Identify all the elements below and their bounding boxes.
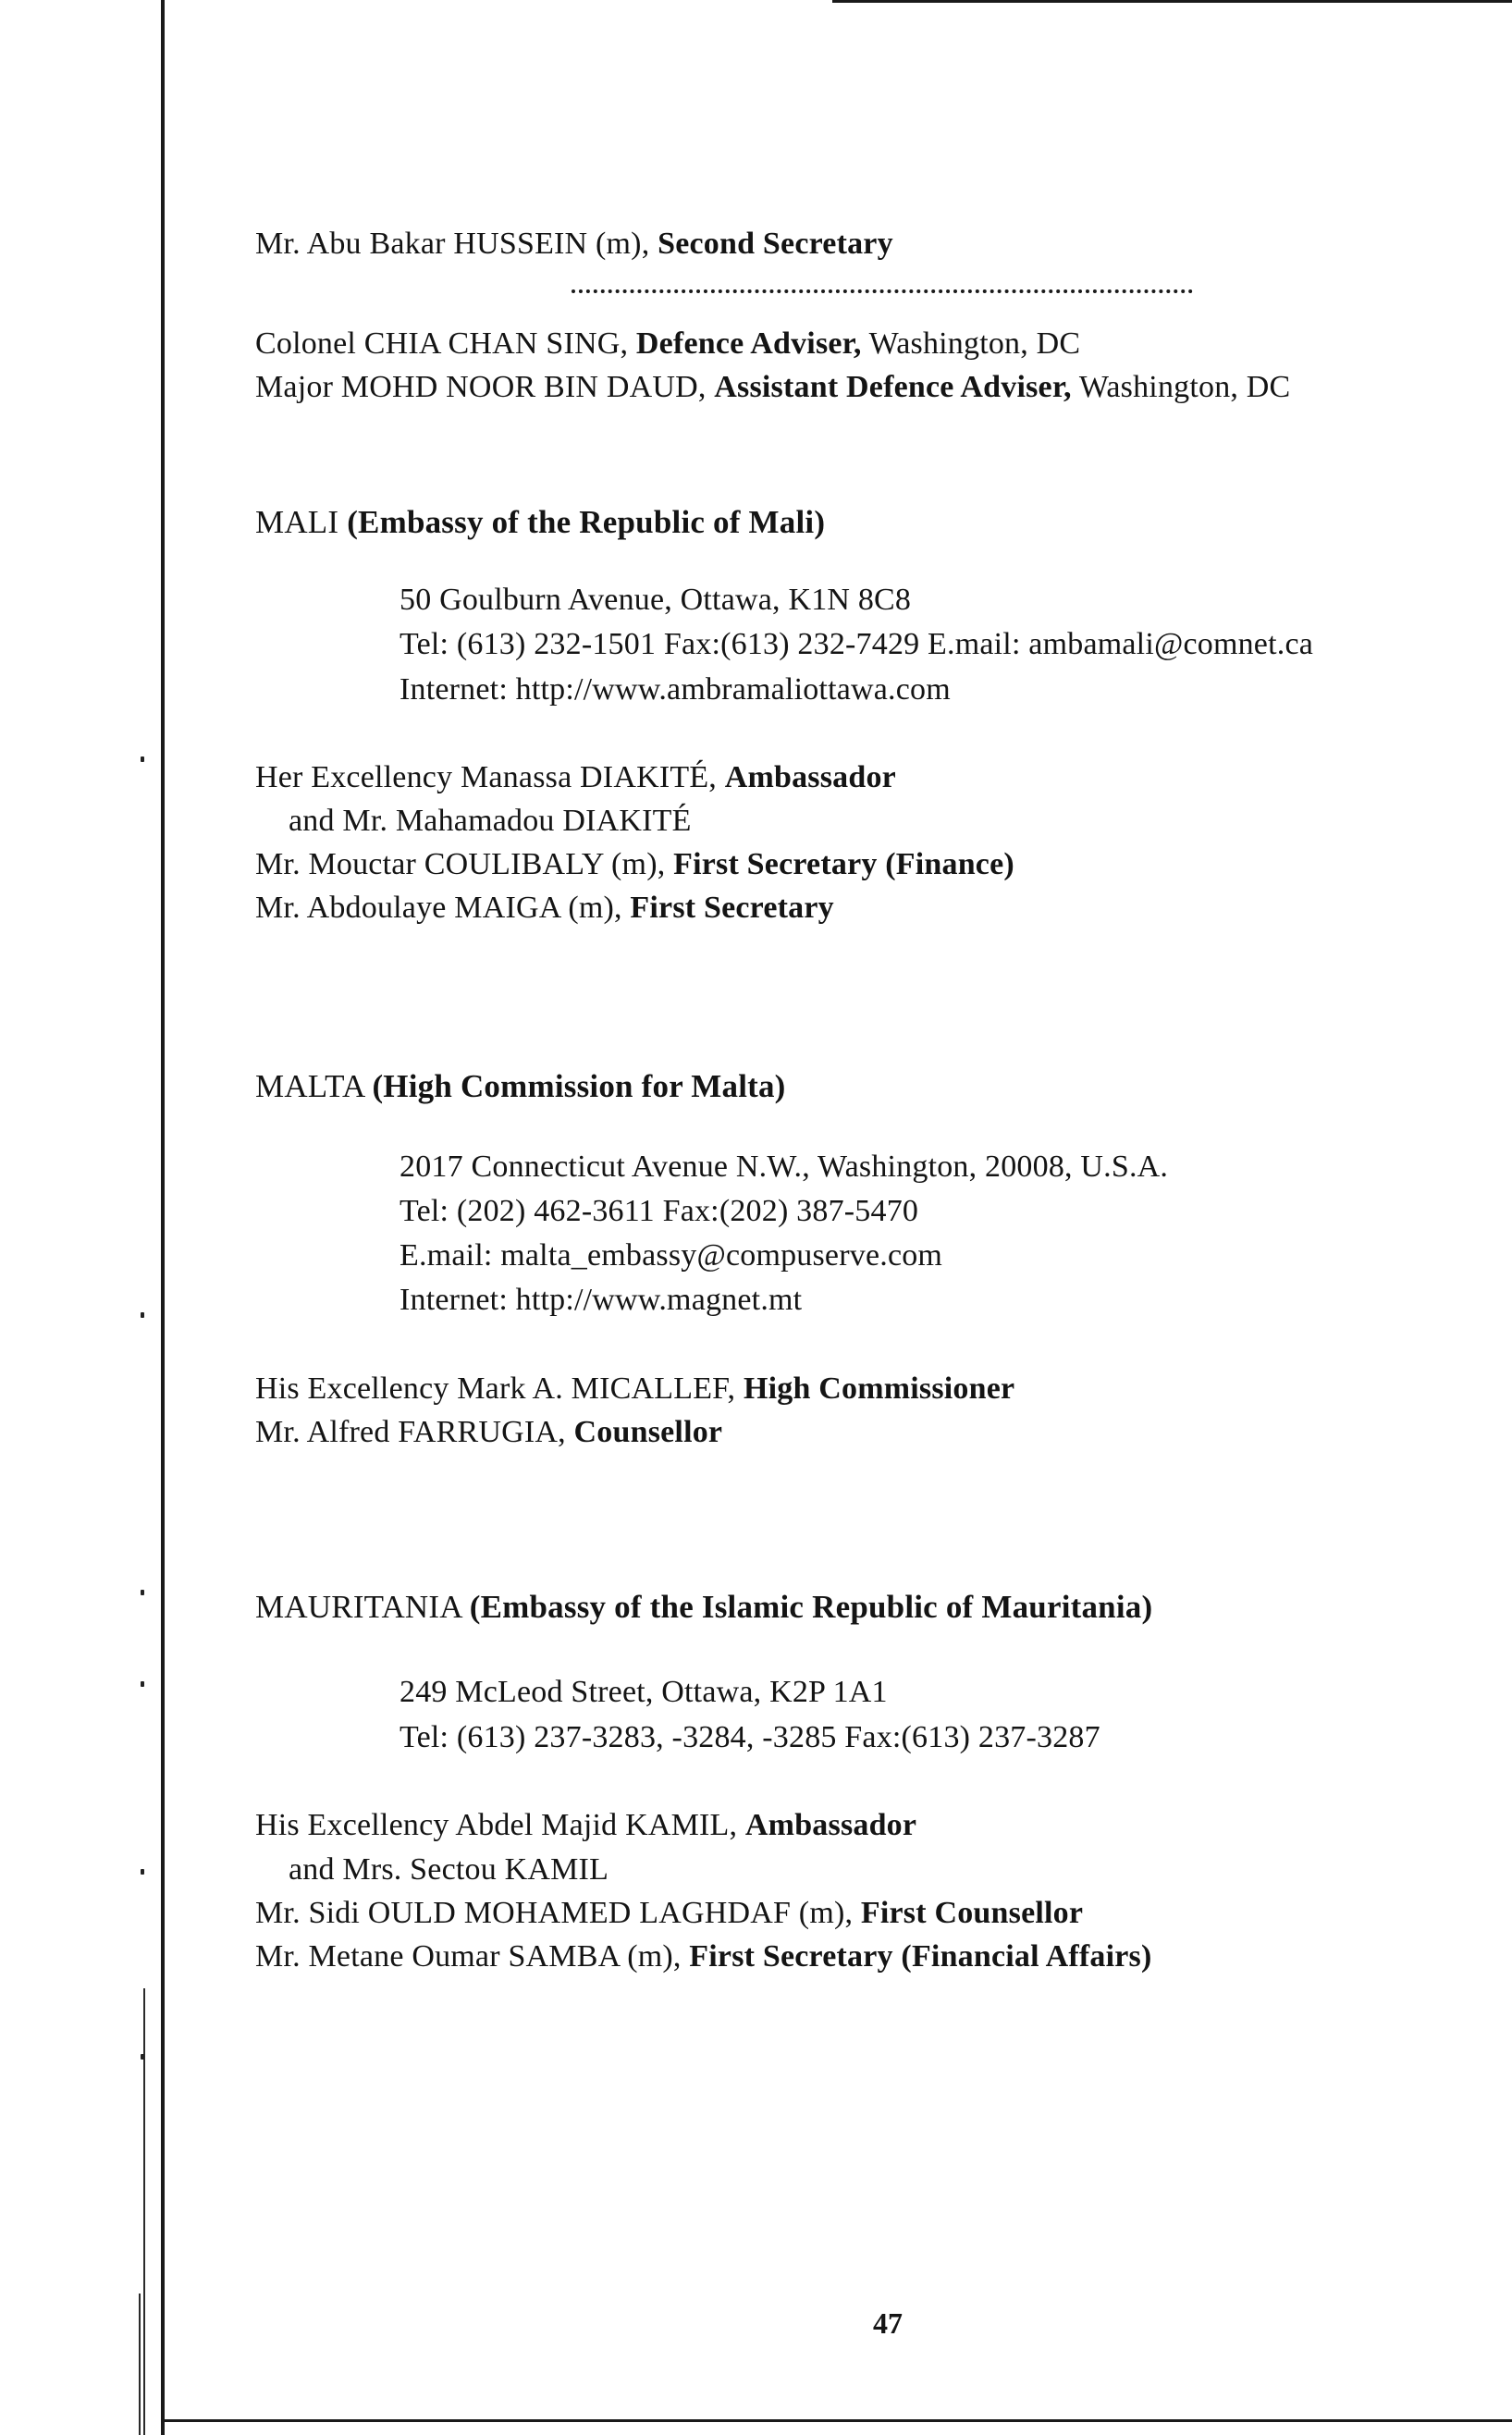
country-name: MAURITANIA: [255, 1589, 461, 1625]
staff-entry: [255, 891, 834, 926]
mission-name: (Embassy of the Islamic Republic of Mauritania): [469, 1589, 1153, 1625]
mission-name: (High Commission for Malta): [372, 1068, 786, 1104]
staff-name: Mr. Sidi OULD MOHAMED LAGHDAF (m),: [255, 1896, 854, 1930]
scan-speck: [141, 2054, 144, 2060]
mission-address: 2017 Connecticut Avenue N.W., Washington, 20008, U.S.A.: [400, 1150, 1169, 1184]
mission-website: Internet: http://www.ambramaliottawa.com: [400, 672, 951, 707]
staff-title: Ambassador: [744, 1808, 917, 1842]
mission-address: 50 Goulburn Avenue, Ottawa, K1N 8C8: [400, 583, 912, 617]
staff-name: His Excellency Mark A. MICALLEF,: [255, 1371, 736, 1406]
section-divider: [572, 289, 1193, 293]
staff-name: His Excellency Abdel Majid KAMIL,: [255, 1808, 738, 1842]
staff-entry: [255, 1371, 1014, 1407]
staff-entry: [255, 370, 1290, 405]
mission-contact: Tel: (613) 232-1501 Fax:(613) 232-7429 E.mail: ambamali@comnet.ca: [400, 627, 1314, 661]
staff-name: Colonel CHIA CHAN SING,: [255, 326, 629, 361]
staff-name: Major MOHD NOOR BIN DAUD,: [255, 370, 707, 404]
scan-edge-line: [139, 2294, 141, 2435]
country-heading-mauritania: [255, 1589, 1152, 1626]
staff-entry: [255, 326, 1080, 362]
staff-entry: [255, 847, 1014, 882]
staff-entry: [255, 760, 896, 795]
staff-name: Mr. Abdoulaye MAIGA (m),: [255, 891, 622, 925]
mission-contact: Tel: (202) 462-3611 Fax:(202) 387-5470: [400, 1194, 919, 1228]
country-name: MALTA: [255, 1068, 364, 1104]
staff-title: First Secretary (Finance): [673, 847, 1014, 881]
staff-title: Counsellor: [573, 1415, 723, 1449]
scan-speck: [141, 1869, 144, 1875]
staff-location: Washington, DC: [1078, 370, 1291, 404]
staff-name: Mr. Alfred FARRUGIA,: [255, 1415, 566, 1449]
country-heading-mali: [255, 504, 825, 541]
staff-title: Ambassador: [724, 760, 896, 794]
mission-email: E.mail: malta_embassy@compuserve.com: [400, 1238, 943, 1273]
staff-spouse: and Mr. Mahamadou DIAKITÉ: [289, 804, 692, 838]
staff-entry: [255, 1896, 1083, 1931]
staff-name: Mr. Metane Oumar SAMBA (m),: [255, 1939, 682, 1974]
scan-top-edge: [832, 0, 1512, 3]
scan-speck: [141, 1681, 144, 1687]
staff-name: Her Excellency Manassa DIAKITÉ,: [255, 760, 718, 794]
staff-title: Assistant Defence Adviser,: [714, 370, 1072, 404]
country-heading-malta: [255, 1068, 786, 1105]
country-name: MALI: [255, 504, 339, 540]
scan-speck: [141, 1590, 144, 1595]
staff-title: First Secretary: [630, 891, 834, 925]
mission-contact: Tel: (613) 237-3283, -3284, -3285 Fax:(613) 237-3287: [400, 1720, 1100, 1754]
scan-speck: [141, 756, 144, 762]
scan-speck: [141, 1312, 144, 1318]
mission-address: 249 McLeod Street, Ottawa, K2P 1A1: [400, 1675, 888, 1709]
staff-title: First Secretary (Financial Affairs): [689, 1939, 1152, 1974]
staff-entry: [255, 1808, 916, 1843]
staff-name: Mr. Mouctar COULIBALY (m),: [255, 847, 666, 881]
staff-title: Second Secretary: [658, 227, 893, 261]
scan-edge-line: [161, 0, 165, 2435]
staff-title: High Commissioner: [743, 1371, 1015, 1406]
staff-spouse: and Mrs. Sectou KAMIL: [289, 1852, 609, 1887]
page-number: 47: [873, 2306, 903, 2340]
staff-entry: [255, 227, 893, 262]
staff-location: Washington, DC: [868, 326, 1081, 361]
mission-website: Internet: http://www.magnet.mt: [400, 1283, 803, 1317]
staff-title: First Counsellor: [860, 1896, 1084, 1930]
staff-name: Mr. Abu Bakar HUSSEIN (m),: [255, 227, 650, 261]
scan-bottom-edge: [161, 2419, 1512, 2422]
staff-title: Defence Adviser,: [635, 326, 862, 361]
staff-entry: [255, 1415, 722, 1450]
mission-name: (Embassy of the Republic of Mali): [347, 504, 826, 540]
staff-entry: [255, 1939, 1151, 1974]
